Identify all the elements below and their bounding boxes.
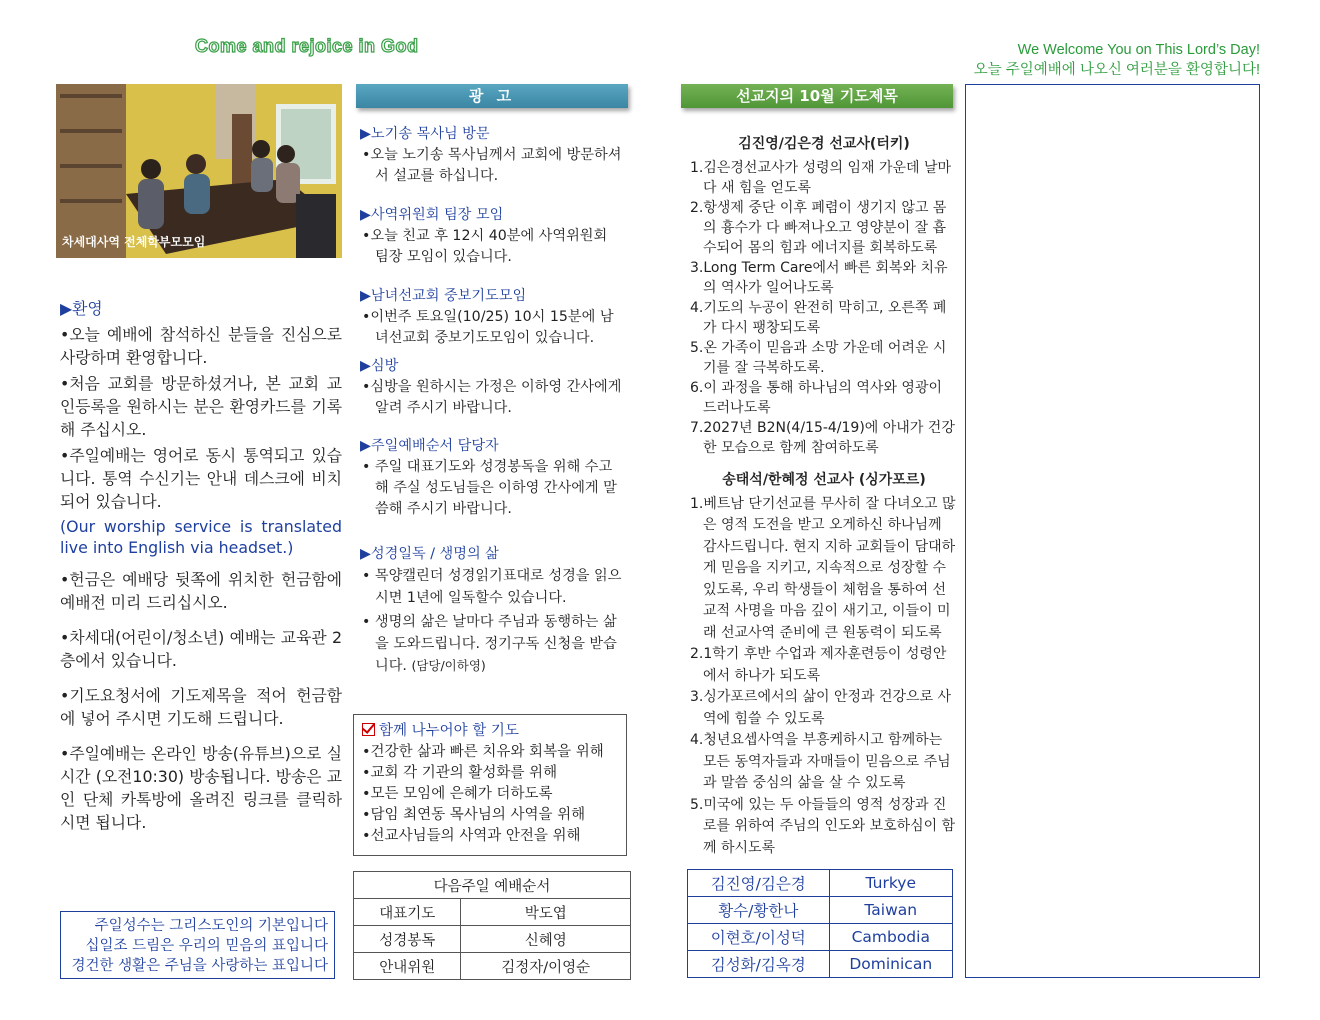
- welcome-paragraph: •주일예배는 영어로 동시 통역되고 있습니다. 통역 수신기는 안내 데스크에 비치되어 있습니다.: [60, 446, 342, 511]
- mission-country: Cambodia: [829, 924, 952, 951]
- announcement-item: [360, 356, 625, 419]
- tagline: Come and rejoice in God: [195, 36, 419, 56]
- welcome-paragraph: •처음 교회를 방문하셨거나, 본 교회 교인등록을 원하시는 분은 환영카드를 기록해 주십시오.: [60, 374, 342, 439]
- announcement-body: •이번주 토요일(10/25) 10시 15분에 남녀선교회 중보기도모임이 있습니다.: [362, 309, 614, 346]
- mission-prayer-item: 1.베트남 단기선교를 무사히 잘 다녀오고 많은 영적 도전을 받고 오게하신 하나님께 감사드립니다. 현지 지하 교회들이 담대하게 믿음을 지키고, 지속적으로 성장할 수 있도록, 우리 학생들이 체험을 통하여 선교적 사명을 마음 깊이 새기고, 이들이 미래 선교사역 준비에 큰 원동력이 되도록: [690, 495, 956, 641]
- announcement-title: ▶주일예배순서 담당자: [360, 438, 499, 454]
- role-cell: 안내위원: [354, 953, 461, 980]
- motto-line: 경건한 생활은 주님을 사랑하는 표입니다: [71, 958, 328, 974]
- welcome-paragraph: •헌금은 예배당 뒷쪽에 위치한 헌금함에 예배전 미리 드리십시오.: [60, 570, 342, 612]
- welcome-paragraph: •차세대(어린이/청소년) 예배는 교육관 2층에서 있습니다.: [60, 628, 342, 670]
- announcement-body: •심방을 원하시는 가정은 이하영 간사에게 알려 주시기 바랍니다.: [362, 379, 622, 416]
- announcement-note: (담당/이하영): [411, 658, 486, 673]
- prayer-item: •담임 최연동 목사님의 사역을 위해: [362, 807, 586, 823]
- welcome-english: We Welcome You on This Lord’s Day!: [1017, 42, 1260, 58]
- role-cell: 성경봉독: [354, 926, 461, 953]
- next-week-title: 다음주일 예배순서: [354, 872, 631, 899]
- table-row: [354, 926, 631, 953]
- announcement-body: • 주일 대표기도와 성경봉독을 위해 수고해 주실 성도님들은 이하영 간사에게 말씀해 주시기 바랍니다.: [362, 459, 617, 517]
- announcement-body: • 생명의 삶은 날마다 주님과 동행하는 삶을 도와드립니다. 정기구독 신청을 받습니다. (담당/이하영): [362, 614, 617, 674]
- mission-prayer-item: 2.항생제 중단 이후 폐렴이 생기지 않고 몸의 흉수가 다 빠져나오고 영양분이 잘 흡수되어 몸의 힘과 에너지를 회복하도록: [690, 200, 947, 256]
- announcement-body: • 목양캘린더 성경읽기표대로 성경을 읽으시면 1년에 일독할수 있습니다.: [362, 568, 622, 606]
- mission-prayer-item: 2.1학기 후반 수업과 제자훈련등이 성령안에서 하나가 되도록: [690, 646, 947, 684]
- shared-prayer-title: 함께 나누어야 할 기도: [362, 721, 626, 742]
- welcome-section: [60, 297, 342, 834]
- name-cell: 박도엽: [461, 899, 631, 926]
- announcement-title: ▶노기송 목사님 방문: [360, 126, 490, 142]
- prayer-item: •교회 각 기관의 활성화를 위해: [362, 765, 558, 781]
- prayer-item: •선교사님들의 사역과 안전을 위해: [362, 828, 581, 844]
- table-row: [354, 899, 631, 926]
- announcement-title: ▶성경일독 / 생명의 삶: [360, 546, 499, 562]
- table-row: [688, 870, 953, 897]
- welcome-paragraph: •오늘 예배에 참석하신 분들을 진심으로 사랑하며 환영합니다.: [60, 325, 342, 367]
- announcement-item: [360, 286, 625, 349]
- table-row: [688, 924, 953, 951]
- motto-line: 주일성수는 그리스도인의 기본입니다: [94, 918, 328, 934]
- announcement-body: •오늘 노기송 목사님께서 교회에 방문하셔서 설교를 하십니다.: [362, 147, 622, 184]
- mission-prayer-item: 5.미국에 있는 두 아들들의 영적 성장과 진로를 위하여 주님의 인도와 보호하심이 함께 하시도록: [690, 796, 956, 856]
- missionary-names: 김성화/김옥경: [688, 951, 830, 978]
- missionary-names: 황수/황한나: [688, 897, 830, 924]
- missionary-names: 김진영/김은경: [688, 870, 830, 897]
- table-row: [688, 951, 953, 978]
- meeting-photo: [56, 84, 342, 258]
- photo-caption: 차세대사역 전체학부모모임: [62, 235, 206, 249]
- translation-note: (Our worship service is translated live into English via headset.): [60, 517, 342, 557]
- mission-country: Dominican: [829, 951, 952, 978]
- prayer-item: •건강한 삶과 빠른 치유와 회복을 위해: [362, 744, 604, 760]
- mission-prayer-item: 3.Long Term Care에서 빠른 회복와 치유의 역사가 일어나도록: [690, 260, 948, 296]
- missionary-1: [690, 134, 958, 458]
- mission-prayer-item: 3.싱가포르에서의 삶이 안정과 건강으로 사역에 힘쓸 수 있도록: [690, 689, 952, 727]
- welcome-paragraph: •기도요청서에 기도제목을 적어 헌금함에 넣어 주시면 기도해 드립니다.: [60, 686, 342, 728]
- announcement-item: [360, 543, 625, 677]
- mission-prayer-item: 5.온 가족이 믿음과 소망 가운데 어려운 시기를 잘 극복하도록.: [690, 340, 947, 376]
- name-cell: 김정자/이영순: [461, 953, 631, 980]
- missionary-name: 송태석/한혜정 선교사 (싱가포르): [722, 472, 926, 488]
- missionary-name: 김진영/김은경 선교사(터키): [738, 136, 910, 152]
- announcement-item: [360, 436, 625, 520]
- announcement-body: •오늘 친교 후 12시 40분에 사역위원회 팀장 모임이 있습니다.: [362, 228, 608, 265]
- announcement-title: ▶심방: [360, 358, 399, 374]
- announcements-banner: 광 고: [356, 84, 628, 108]
- welcome-paragraph: •주일예배는 온라인 방송(유튜브)으로 실시간 (오전10:30) 방송됩니다. 방송은 교인 단체 카톡방에 올려진 링크를 클릭하시면 됩니다.: [60, 744, 342, 832]
- checkbox-icon: [362, 723, 375, 736]
- welcome-korean: 오늘 주일예배에 나오신 여러분을 환영합니다!: [973, 62, 1260, 78]
- mission-prayer-item: 4.기도의 누공이 완전히 막히고, 오른쪽 폐가 다시 팽창되도록: [690, 300, 947, 336]
- missionary-table: [687, 869, 953, 978]
- announcement-title: ▶사역위원회 팀장 모임: [360, 207, 504, 223]
- mission-country: Turkye: [829, 870, 952, 897]
- mission-prayer-item: 1.김은경선교사가 성령의 임재 가운데 날마다 새 힘을 얻도록: [690, 160, 952, 196]
- missionary-names: 이현호/이성덕: [688, 924, 830, 951]
- meeting-photo-illustration: [56, 84, 342, 258]
- motto-line: 십일조 드림은 우리의 믿음의 표입니다: [85, 938, 328, 954]
- missions-banner: 선교지의 10월 기도제목: [681, 84, 953, 108]
- shared-prayer-box: [353, 714, 627, 856]
- announcement-title: ▶남녀선교회 중보기도모임: [360, 288, 527, 304]
- name-cell: 신혜영: [461, 926, 631, 953]
- announcement-item: [360, 205, 625, 268]
- welcome-title: ▶환영: [60, 299, 103, 318]
- table-row: [688, 897, 953, 924]
- mission-prayer-item: 4.청년요셉사역을 부흥케하시고 함께하는 모든 동역자들과 자매들이 믿음으로 주님과 말씀 중심의 삶을 살 수 있도록: [690, 732, 951, 791]
- welcome-message: [974, 40, 1260, 80]
- empty-content-box: [965, 84, 1260, 978]
- mission-prayer-item: 7.2027년 B2N(4/15-4/19)에 아내가 건강한 모습으로 함께 참여하도록: [690, 420, 955, 456]
- announcement-item: [360, 124, 625, 187]
- mission-prayer-item: 6.이 과정을 통해 하나님의 역사와 영광이 드러나도록: [690, 380, 942, 416]
- motto-box: [60, 911, 335, 979]
- role-cell: 대표기도: [354, 899, 461, 926]
- mission-country: Taiwan: [829, 897, 952, 924]
- prayer-item: •모든 모임에 은혜가 더하도록: [362, 786, 553, 802]
- next-week-schedule: [353, 871, 631, 980]
- missionary-2: [690, 470, 958, 859]
- table-row: [354, 953, 631, 980]
